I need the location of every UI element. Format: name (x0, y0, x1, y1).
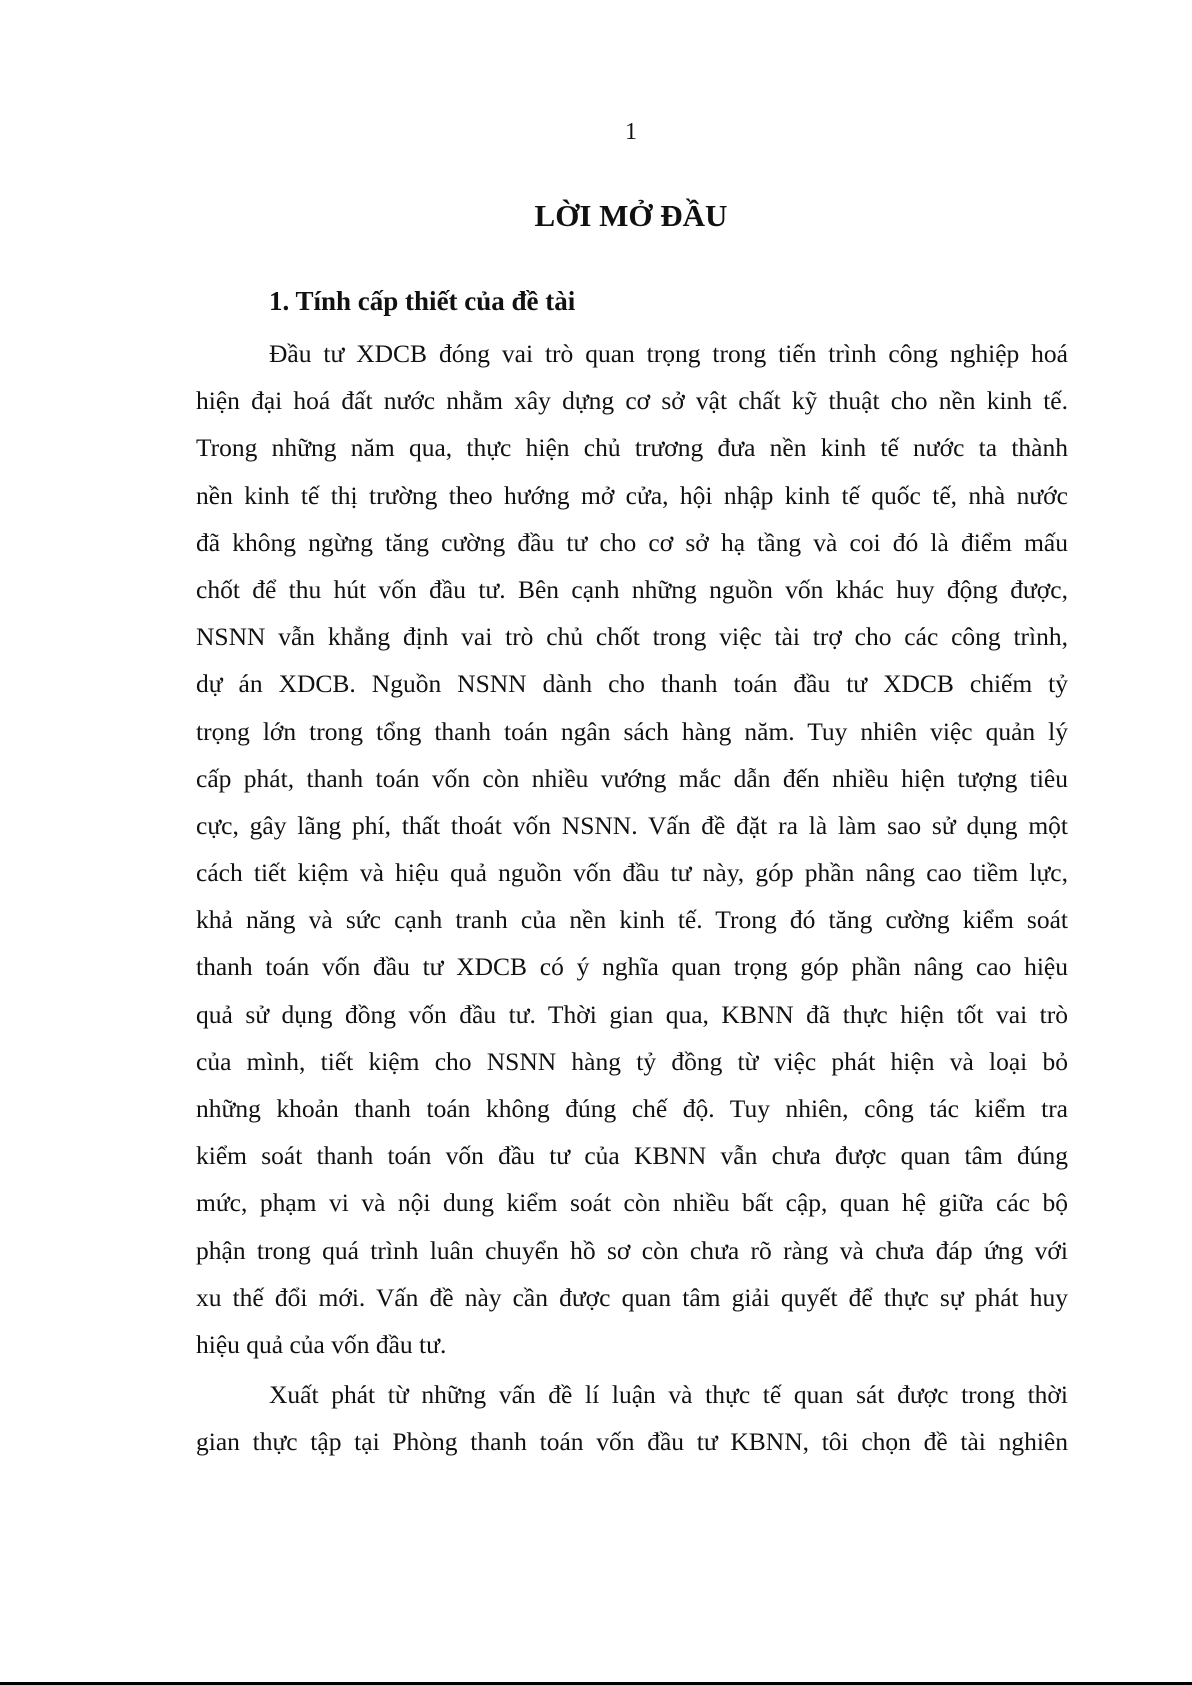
paragraph-1 (196, 330, 1068, 1368)
body-text (196, 330, 1068, 1466)
text-line: đã không ngừng tăng cường đầu tư cho cơ sở hạ tầng và coi đó là điểm mấu (196, 527, 1068, 557)
paragraph-2 (196, 1371, 1068, 1465)
text-line: hiệu quả của vốn đầu tư. (196, 1329, 447, 1359)
text-line: dự án XDCB. Nguồn NSNN dành cho thanh toán đầu tư XDCB chiếm tỷ (196, 669, 1068, 699)
text-line: hiện đại hoá đất nước nhằm xây dựng cơ sở vật chất kỹ thuật cho nền kinh tế. (196, 386, 1068, 416)
text-line: của mình, tiết kiệm cho NSNN hàng tỷ đồng từ việc phát hiện và loại bỏ (196, 1046, 1068, 1076)
text-line: nền kinh tế thị trường theo hướng mở cửa, hội nhập kinh tế quốc tế, nhà nước (196, 480, 1068, 510)
text-line: phận trong quá trình luân chuyển hồ sơ còn chưa rõ ràng và chưa đáp ứng với (196, 1235, 1068, 1265)
text-line: quả sử dụng đồng vốn đầu tư. Thời gian qua, KBNN đã thực hiện tốt vai trò (196, 999, 1068, 1029)
text-line: khả năng và sức cạnh tranh của nền kinh tế. Trong đó tăng cường kiểm soát (196, 905, 1068, 935)
text-line: Đầu tư XDCB đóng vai trò quan trọng trong tiến trình công nghiệp hoá (269, 339, 1068, 368)
text-line: Trong những năm qua, thực hiện chủ trương đưa nền kinh tế nước ta thành (196, 433, 1068, 463)
text-line: gian thực tập tại Phòng thanh toán vốn đầu tư KBNN, tôi chọn đề tài nghiên (196, 1427, 1068, 1457)
text-line: cấp phát, thanh toán vốn còn nhiều vướng mắc dẫn đến nhiều hiện tượng tiêu (196, 763, 1068, 793)
text-line: thanh toán vốn đầu tư XDCB có ý nghĩa quan trọng góp phần nâng cao hiệu (196, 952, 1068, 982)
text-line: chốt để thu hút vốn đầu tư. Bên cạnh những nguồn vốn khác huy động được, (196, 574, 1068, 604)
text-line: những khoản thanh toán không đúng chế độ. Tuy nhiên, công tác kiểm tra (196, 1094, 1068, 1123)
text-line: cách tiết kiệm và hiệu quả nguồn vốn đầu tư này, góp phần nâng cao tiềm lực, (196, 858, 1068, 888)
text-line: mức, phạm vi và nội dung kiểm soát còn nhiều bất cập, quan hệ giữa các bộ (196, 1188, 1068, 1218)
text-line: trọng lớn trong tổng thanh toán ngân sách hàng năm. Tuy nhiên việc quản lý (196, 716, 1068, 746)
text-line: Xuất phát từ những vấn đề lí luận và thực tế quan sát được trong thời (269, 1380, 1068, 1410)
text-line: xu thế đổi mới. Vấn đề này cần được quan tâm giải quyết để thực sự phát huy (196, 1282, 1068, 1312)
text-line: NSNN vẫn khẳng định vai trò chủ chốt trong việc tài trợ cho các công trình, (196, 622, 1068, 652)
text-line: kiểm soát thanh toán vốn đầu tư của KBNN vẫn chưa được quan tâm đúng (196, 1141, 1068, 1171)
text-line: cực, gây lãng phí, thất thoát vốn NSNN. Vấn đề đặt ra là làm sao sử dụng một (196, 810, 1068, 840)
document-title: LỜI MỞ ĐẦU (534, 198, 728, 233)
page-number: 1 (625, 119, 637, 145)
section-heading: 1. Tính cấp thiết của đề tài (269, 286, 576, 316)
